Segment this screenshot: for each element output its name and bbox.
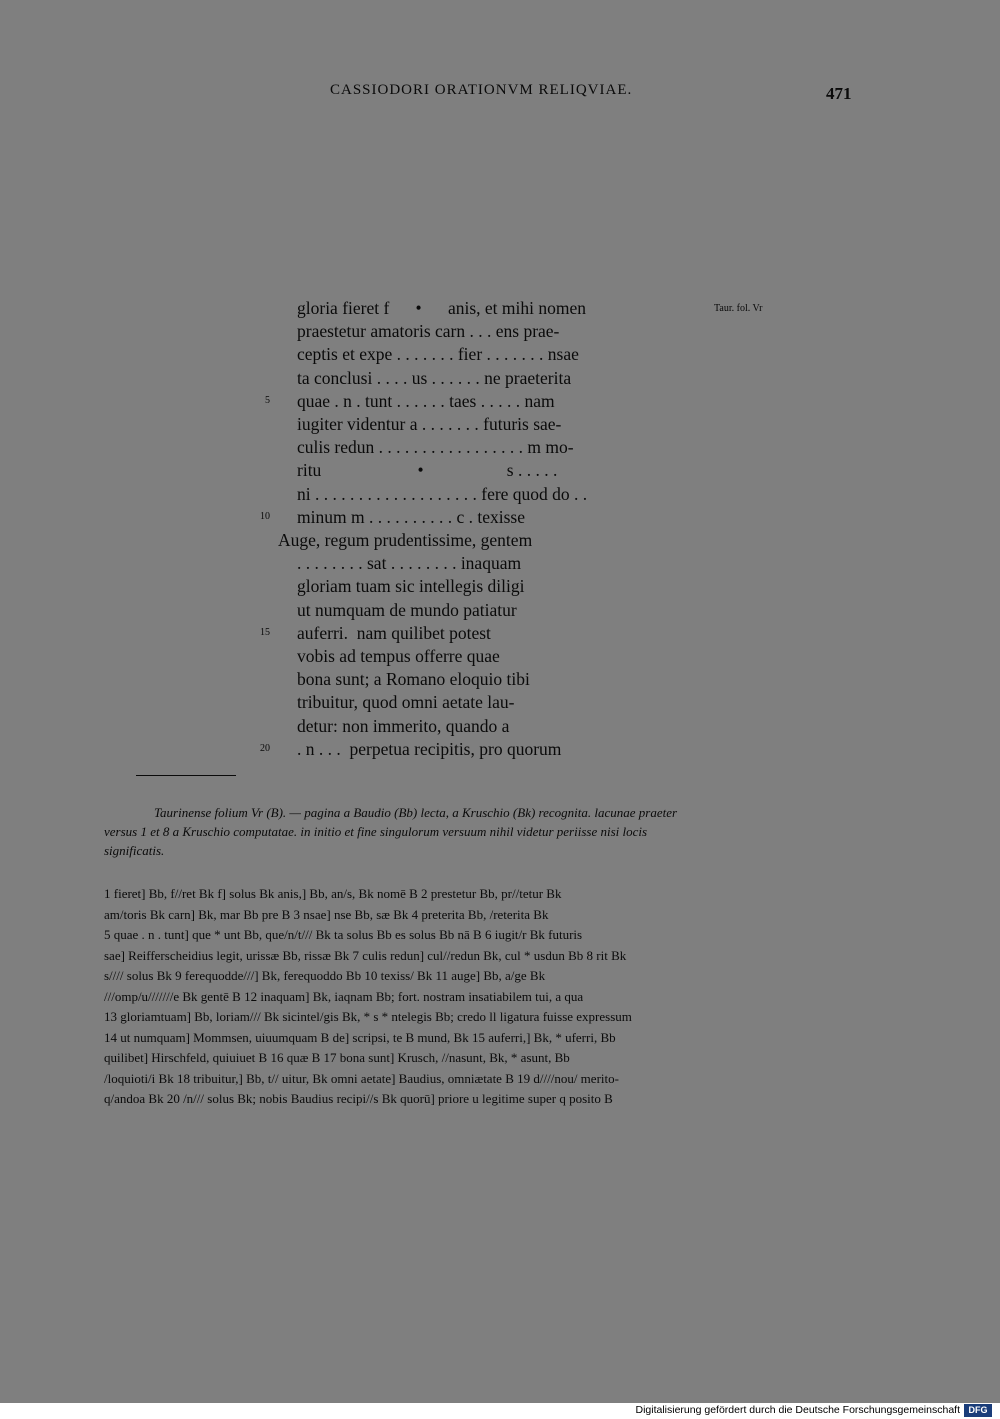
apparatus-line: 5 quae . n . tunt] que * unt Bb, que/n/t/// Bk ta solus Bb es solus Bb nā B 6 iugit/r Bk futuris: [104, 927, 583, 942]
description-line: significatis.: [104, 843, 165, 858]
dfg-logo: DFG: [964, 1404, 992, 1417]
text-line: ta conclusi . . . . us . . . . . . ne praeterita: [297, 367, 572, 388]
apparatus-line: quilibet] Hirschfeld, quiuiuet B 16 quæ B 17 bona sunt] Krusch, //nasunt, Bk, * asunt, Bb: [104, 1050, 570, 1065]
line-number: 5: [265, 394, 270, 406]
text-line: ceptis et expe . . . . . . . fier . . . . . . . nsae: [297, 344, 579, 365]
text-line: gloriam tuam sic intellegis diligi: [297, 576, 525, 597]
line-number: 10: [260, 510, 270, 522]
apparatus-line: 13 gloriamtuam] Bb, loriam/// Bk sicintel/gis Bk, * s * ntelegis Bb; credo ll ligatura fuisse expressum: [104, 1009, 632, 1024]
text-line: . n . . . perpetua recipitis, pro quorum: [297, 738, 562, 759]
apparatus-line: sae] Reifferscheidius legit, urissæ Bb, rissæ Bk 7 culis redun] cul//redun Bk, cul * usdun Bb 8 rit Bk: [104, 947, 627, 963]
manuscript-description: [104, 803, 854, 860]
apparatus-line: ///omp/u///////e Bk gentē B 12 inaquam] Bk, iaqnam Bb; fort. nostram insatiabilem tui, a qua: [104, 988, 584, 1004]
text-line: tribuitur, quod omni aetate lau-: [297, 692, 515, 713]
footer-credit: Digitalisierung gefördert durch die Deutsche Forschungsgemeinschaft: [635, 1404, 960, 1416]
apparatus-line: q/andoa Bk 20 /n/// solus Bk; nobis Baudius recipi//s Bk quorū] priore u legitime super q posito B: [104, 1091, 613, 1106]
text-line: Auge, regum prudentissime, gentem: [278, 530, 533, 550]
text-line: minum m . . . . . . . . . . c . texisse: [297, 506, 525, 527]
line-number: 15: [260, 626, 270, 638]
description-line: Taurinense folium Vr (B). — pagina a Baudio (Bb) lecta, a Kruschio (Bk) recognita. lacunae praeter: [154, 805, 678, 820]
apparatus-line: 14 ut numquam] Mommsen, uiuumquam B de] scripsi, te B mund, Bk 15 auferri,] Bk, * uferri, Bb: [104, 1029, 616, 1045]
text-line: auferri. nam quilibet potest: [297, 622, 491, 643]
text-line: iugiter videntur a . . . . . . . futuris sae-: [297, 414, 562, 434]
text-line: culis redun . . . . . . . . . . . . . . . . . m mo-: [297, 437, 574, 458]
critical-apparatus: [104, 884, 854, 1110]
text-line: detur: non immerito, quando a: [297, 715, 510, 736]
apparatus-line: /loquioti/i Bk 18 tribuitur,] Bb, t// uitur, Bk omni aetate] Baudius, omniætate B 19 d////nou/ merito-: [104, 1070, 619, 1086]
text-line: ni . . . . . . . . . . . . . . . . . . . fere quod do . .: [297, 483, 588, 504]
page-number: 471: [826, 84, 852, 103]
text-line: ut numquam de mundo patiatur: [297, 599, 517, 620]
text-line: gloria fieret f • anis, et mihi nomen: [297, 298, 586, 318]
text-line: ritu • s . . . . .: [297, 460, 558, 481]
apparatus-line: am/toris Bk carn] Bk, mar Bb pre B 3 nsae] nse Bb, sæ Bk 4 preterita Bb, /reterita Bk: [104, 906, 549, 922]
running-head: CASSIODORI ORATIONVM RELIQVIAE.: [330, 82, 633, 98]
apparatus-line: s//// solus Bk 9 ferequodde///] Bk, ferequoddo Bb 10 texiss/ Bk 11 auge] Bb, a/ge Bk: [104, 968, 546, 983]
text-line: praestetur amatoris carn . . . ens prae-: [297, 321, 560, 342]
apparatus-line: 1 fieret] Bb, f//ret Bk f] solus Bk anis,] Bb, an/s, Bk nomē B 2 prestetur Bb, pr//tetur Bk: [104, 886, 562, 901]
description-line: versus 1 et 8 a Kruschio computatae. in initio et fine singulorum versuum nihil videtur periisse nisi locis: [104, 824, 648, 839]
footnote-rule: [136, 775, 236, 776]
text-line: vobis ad tempus offerre quae: [297, 646, 500, 666]
text-line: bona sunt; a Romano eloquio tibi: [297, 669, 530, 690]
text-line: quae . n . tunt . . . . . . taes . . . . . nam: [297, 390, 555, 411]
margin-note: Taur. fol. Vr: [714, 303, 763, 314]
line-number: 20: [260, 742, 270, 754]
text-line: . . . . . . . . sat . . . . . . . . inaquam: [297, 553, 522, 574]
